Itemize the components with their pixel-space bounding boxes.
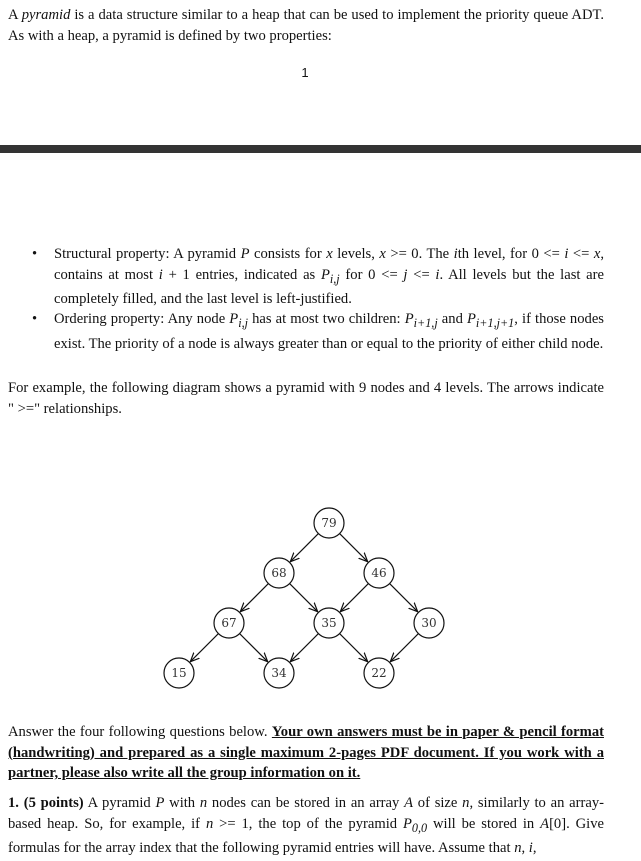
var: A (404, 795, 414, 811)
answer-emphasis-text: Your own answers must be in paper & pencil format (handwriting) and prepared as a single maximum 2-pages PDF document. If you work with a partner, please also write all the group information on it. (8, 724, 604, 781)
node-label-68: 68 (271, 566, 287, 580)
var: A (540, 815, 550, 832)
var: i (564, 246, 569, 262)
question-1 (8, 793, 604, 858)
var: i (453, 246, 458, 262)
edge-68-67 (240, 584, 268, 612)
text: + 1 entries, indicated as (162, 266, 321, 283)
node-label-15: 15 (171, 666, 187, 680)
diagram-edges (190, 534, 418, 662)
question-1-heading: 1. (5 points) (8, 795, 84, 811)
var: i (435, 266, 440, 283)
answer-instructions (8, 722, 604, 784)
text: consists for (249, 246, 327, 262)
var: P (402, 815, 412, 832)
var: x (379, 246, 386, 262)
edge-79-46 (340, 534, 368, 562)
subscript: i,j (238, 316, 248, 331)
text: with (164, 795, 200, 811)
var: x (593, 246, 601, 262)
text: , contains at most (54, 246, 604, 283)
answer-plain-text: Answer the four following questions below. (8, 724, 272, 740)
edge-46-35 (340, 584, 368, 612)
text: for 0 <= (339, 266, 404, 283)
node-label-79: 79 (321, 516, 337, 530)
text: A pyramid (83, 795, 156, 811)
text: [0]. Give formulas for the array index that the following pyramid entries will have. Assume that (8, 815, 605, 856)
edge-67-34 (240, 634, 268, 662)
intro-article: A (8, 7, 22, 23)
var: j (403, 266, 408, 283)
subscript: i+1,j (413, 316, 438, 331)
intro-pyramid-word: pyramid (21, 7, 71, 23)
text: has at most two children: (247, 311, 405, 328)
edge-79-68 (290, 534, 318, 562)
var: n (199, 795, 208, 811)
var: i (158, 266, 163, 283)
bullet-marker: • (32, 311, 38, 328)
edge-68-35 (290, 584, 318, 612)
node-label-34: 34 (271, 666, 287, 680)
example-paragraph: For example, the following diagram shows a pyramid with 9 nodes and 4 levels. The arrows indicate " >=" relationships. (8, 380, 604, 417)
text: . All levels but the last are completely filled, and the last level is left-justified. (54, 266, 604, 307)
var: n (205, 815, 214, 832)
edge-46-30 (390, 584, 418, 612)
page-number: 1 (301, 65, 309, 80)
node-label-46: 46 (371, 566, 387, 580)
var: i (528, 839, 533, 856)
subscript: 0,0 (411, 820, 428, 835)
node-label-67: 67 (221, 616, 237, 630)
edge-67-15 (190, 634, 218, 662)
bullet-marker: • (32, 246, 38, 262)
text: , similarly to an array-based heap. So, for example, if (8, 795, 604, 832)
var: P (240, 246, 250, 262)
text: Ordering property: Any node (54, 311, 230, 328)
text: <= (407, 266, 436, 283)
intro-text: is a data structure similar to a heap that can be used to implement the priority queue ADT. As with a heap, a pyramid is defined by two properties: (8, 7, 604, 44)
var: P (155, 795, 165, 811)
subscript: i+1,j+1 (475, 316, 515, 331)
text: levels, (332, 246, 380, 262)
text: , if those nodes exist. The priority of a node is always greater than or equal to the priority of either child node. (54, 311, 604, 352)
var: n (514, 839, 522, 856)
edge-30-22 (390, 634, 418, 662)
edge-35-22 (340, 634, 368, 662)
text: of size (413, 795, 463, 811)
text: nodes can be stored in an array (207, 795, 405, 811)
text: >= 0. The (385, 246, 454, 262)
var: P (320, 266, 330, 283)
text: th level, for 0 <= (457, 246, 565, 262)
text: <= (568, 246, 594, 262)
text: will be stored in (427, 815, 541, 832)
text: , (521, 839, 529, 856)
var: P (404, 311, 414, 328)
var: n (462, 795, 470, 811)
var: x (326, 246, 333, 262)
var: P (466, 311, 476, 328)
text: , (532, 839, 537, 856)
node-label-35: 35 (321, 616, 337, 630)
edge-35-34 (290, 634, 318, 662)
text: >= 1, the top of the pyramid (213, 815, 403, 832)
node-label-30: 30 (421, 616, 437, 630)
node-label-22: 22 (371, 666, 387, 680)
subscript: i,j (329, 271, 340, 286)
text: Structural property: A pyramid (54, 246, 241, 262)
var: P (229, 311, 239, 328)
text: and (437, 311, 467, 328)
